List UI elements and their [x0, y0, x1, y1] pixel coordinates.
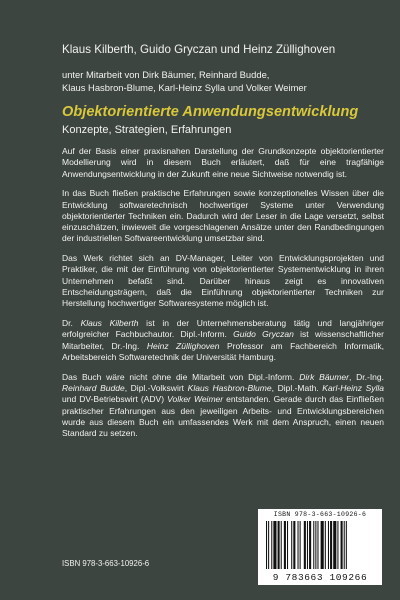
barcode-bar	[321, 521, 324, 569]
collaborators-line-2: Klaus Hasbron-Blume, Karl-Heinz Sylla und Volker Weimer	[62, 82, 307, 93]
p4-text-3: ist wissenschaftlicher Mitarbeiter, Dr.-Ing.	[62, 329, 384, 351]
barcode-bar	[313, 521, 314, 569]
barcode-bar	[337, 521, 338, 569]
paragraph-1: Auf der Basis einer praxisnahen Darstellung der Grundkonzepte objektorientierter Modellierung wird in diesem Buch erläutert, daß für eine tragfähige Anwendungsentwicklung in der Zukunft eine neue Sichtweise notwendig ist.	[62, 146, 384, 179]
paragraph-5	[62, 372, 384, 440]
paragraph-3: Das Werk richtet sich an DV-Manager, Leiter von Entwicklungsprojekten und Praktiker, die mit der Einführung von objektorientierter Systementwicklung in ihren Unternehmen befaßt sind. Darüber hinaus zeigt es innovativen Entscheidungsträgern, daß die Einführung objektorientierter Techniken zur Herstellung hochwertiger Softwaresysteme möglich ist.	[62, 253, 384, 309]
p4-text-4: Professor am Fachbereich Informatik, Arbeitsbereich Softwaretechnik der Universität Hamburg.	[62, 340, 384, 362]
barcode-bar	[346, 521, 347, 569]
barcode-bar	[330, 521, 332, 569]
authors: Klaus Kilberth, Guido Gryczan und Heinz Züllighoven	[62, 43, 336, 56]
barcode-bar	[315, 521, 316, 569]
barcode-digits: 9 783663 109266	[272, 572, 368, 583]
barcode-bar	[281, 521, 282, 569]
barcode-isbn-label: ISBN 978-3-663-10926-6	[273, 511, 367, 518]
paragraph-4	[62, 318, 384, 363]
barcode-bar	[266, 521, 267, 569]
p5-text-4: , Dipl.-Math.	[271, 382, 323, 393]
barcode-bar	[341, 521, 343, 569]
p5-text-1: Das Buch wäre nicht ohne die Mitarbeit von Dipl.-Inform.	[62, 371, 300, 382]
barcode-bar	[317, 521, 318, 569]
isbn: ISBN 978-3-663-10926-6	[62, 559, 150, 568]
paragraph-2: In das Buch fließen praktische Erfahrungen sowie konzeptionelles Wissen über die Entwicklung softwaretechnisch hochwertiger Systeme unter Verwendung objektorientierter Techniken ein. Dadurch wird der Leser in die Lage versetzt, selbst einzuschätzen, inwieweit die vorgeschlagenen Ansätze unter den Randbedingungen der industriellen Softwareentwicklung umsetzbar sind.	[62, 188, 384, 244]
barcode-bar	[309, 521, 311, 569]
collaborators-line-1: unter Mitarbeit von Dirk Bäumer, Reinhard Budde,	[62, 69, 270, 80]
barcode-bar	[278, 521, 280, 569]
collab-name-weimer: Volker Weimer	[167, 394, 224, 405]
p5-text-6: entstanden. Gerade durch das Einfließen praktischer Erfahrungen aus den jeweiligen Arbeits- und Entwicklungsbereichen wurde aus diesem Buch ein umfassendes Werk mit dem Anspruch, einen neuen Standard zu setzen.	[62, 394, 384, 439]
barcode-bar	[273, 521, 276, 569]
p5-text-2: , Dr.-Ing.	[348, 371, 385, 382]
p5-text-5: und DV-Betriebswirt (ADV)	[62, 394, 168, 405]
barcode-bar	[344, 521, 345, 569]
barcode-bar	[298, 521, 299, 569]
author-name-kilberth: Klaus Kilberth	[80, 318, 139, 329]
p4-text-1: Dr.	[62, 318, 81, 329]
barcode-bar	[325, 521, 326, 569]
author-name-zuellighoven: Heinz Züllighoven	[146, 340, 220, 351]
barcode-bar	[333, 521, 336, 569]
book-subtitle: Konzepte, Strategien, Erfahrungen	[62, 124, 232, 136]
barcode-bar	[307, 521, 308, 569]
barcode-bar	[328, 521, 329, 569]
barcode-bar	[300, 521, 301, 569]
collab-name-sylla: Karl-Heinz Sylla	[322, 382, 384, 393]
barcode-bar	[268, 521, 269, 569]
barcode-bar	[287, 521, 288, 569]
barcode-bar	[271, 521, 272, 569]
p5-text-3: , Dipl.-Volkswirt	[124, 382, 188, 393]
collab-name-baeumer: Dirk Bäumer	[299, 371, 349, 382]
p4-text-2: ist in der Unternehmensberatung tätig und langjähriger erfolgreicher Fachbuchautor. Dipl.-Inform.	[62, 318, 384, 340]
collab-name-budde: Reinhard Budde	[62, 382, 125, 393]
barcode-box	[258, 509, 382, 585]
author-name-gryczan: Guido Gryczan	[233, 329, 294, 340]
book-title: Objektorientierte Anwendungsentwicklung	[62, 104, 359, 120]
barcode-bar	[304, 521, 306, 569]
barcode-bar	[284, 521, 286, 569]
barcode-icon	[262, 521, 378, 571]
collab-name-hasbron-blume: Klaus Hasbron-Blume	[187, 382, 272, 393]
collaborators	[62, 68, 382, 94]
barcode-bar	[291, 521, 292, 569]
blurb	[62, 146, 384, 448]
barcode-bar	[293, 521, 295, 569]
